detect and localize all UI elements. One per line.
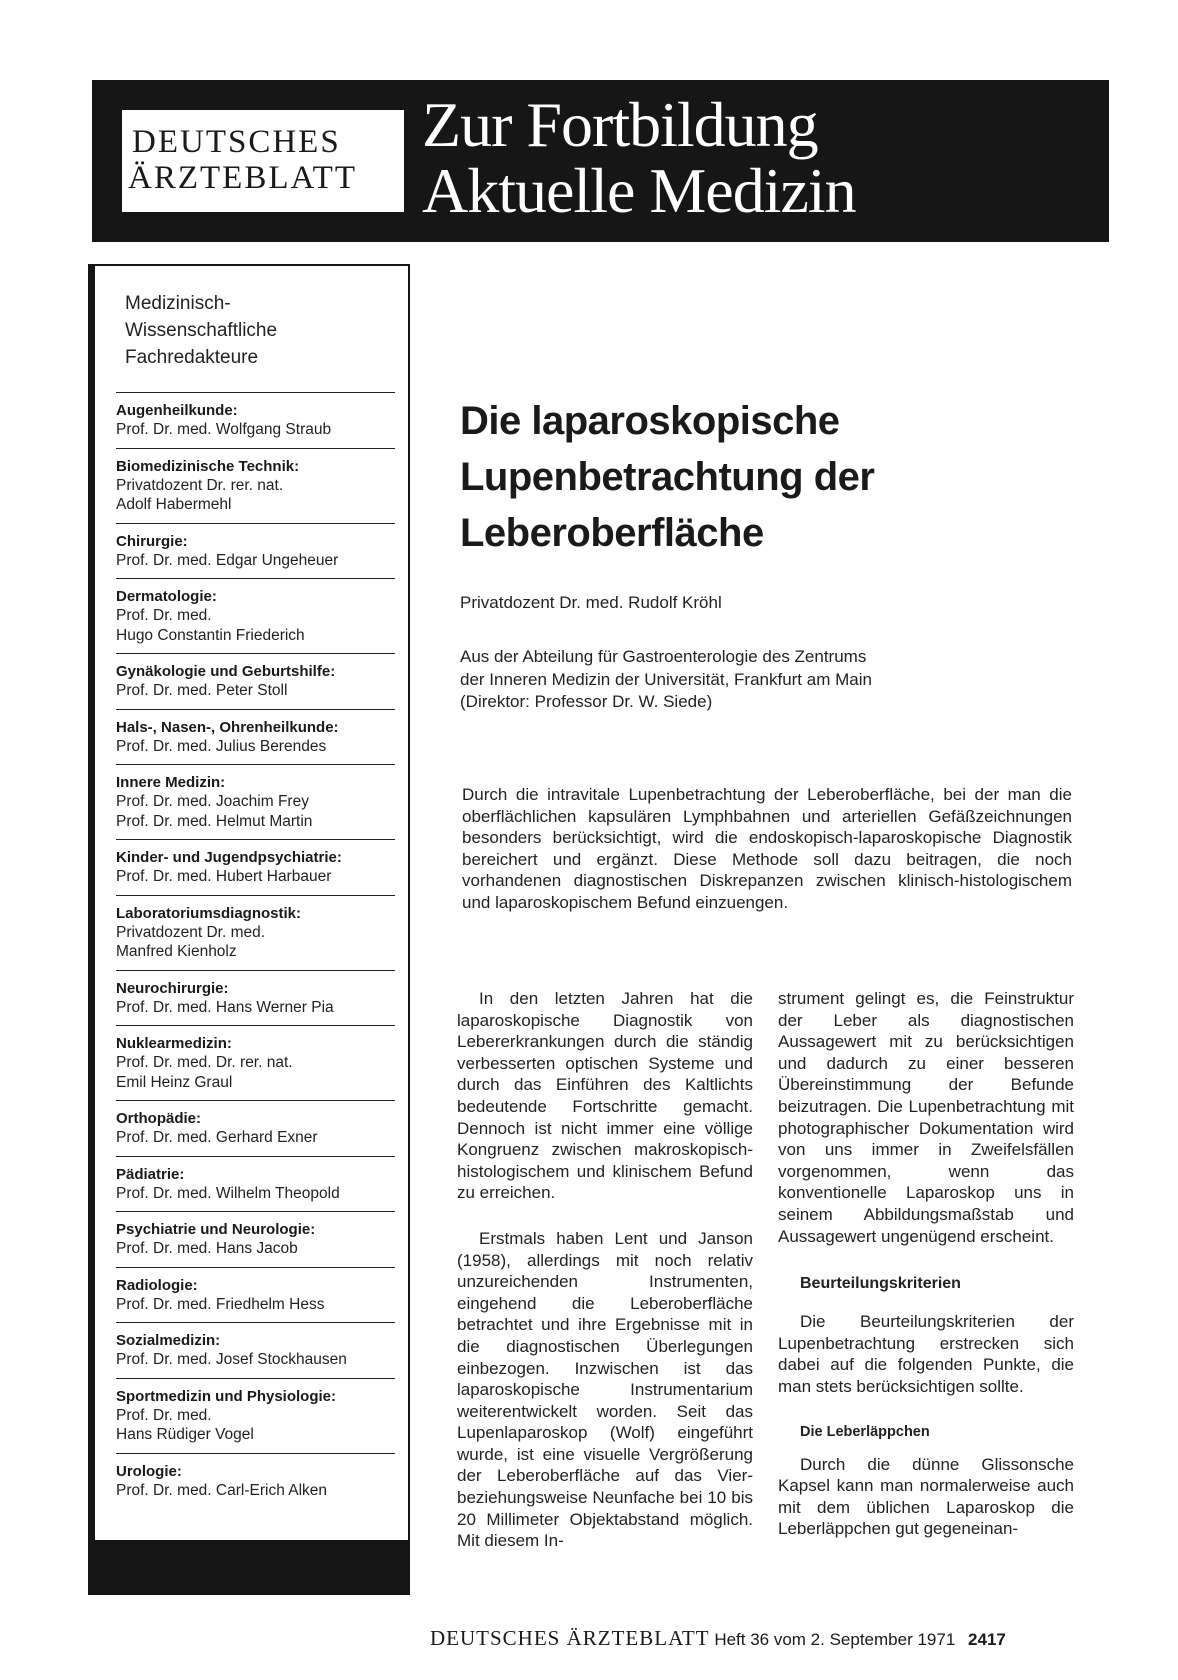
editor-specialty: Dermatologie: xyxy=(116,588,217,605)
editor-name: Privatdozent Dr. med. xyxy=(116,923,266,941)
editor-name: Prof. Dr. med. Wolfgang Straub xyxy=(116,421,332,438)
article-title-line: Lupenbetrachtung der xyxy=(460,455,875,499)
editor-section xyxy=(116,709,395,765)
editor-specialty: Hals-, Nasen-, Ohrenheilkunde: xyxy=(116,718,339,736)
editor-name: Prof. Dr. med. xyxy=(116,607,212,624)
editor-name: Adolf Habermehl xyxy=(116,496,232,513)
affiliation-line: (Direktor: Professor Dr. W. Siede) xyxy=(460,692,713,711)
subsection-heading: Die Leberläppchen xyxy=(800,1423,930,1440)
body-paragraph: Durch die dünne Glissonsche Kapsel kann man normalerweise auch mit dem üblichen Laparoskop die Leberläppchen gut gegeneinan- xyxy=(778,1454,1074,1539)
editor-section xyxy=(116,895,395,970)
editor-name: Emil Heinz Graul xyxy=(116,1073,233,1091)
logo-line-1: DEUTSCHES xyxy=(132,124,341,160)
body-column-1 xyxy=(457,988,753,1552)
editor-name: Hugo Constantin Friederich xyxy=(116,626,305,644)
editor-section xyxy=(116,578,395,653)
editor-name: Prof. Dr. med. Wilhelm Theopold xyxy=(116,1184,340,1202)
editor-name: Prof. Dr. med. Carl-Erich Alken xyxy=(116,1481,328,1499)
editor-section xyxy=(116,448,395,523)
editor-specialty: Kinder- und Jugendpsychiatrie: xyxy=(116,849,342,866)
sidebar-heading xyxy=(125,290,395,371)
editor-specialty: Pädiatrie: xyxy=(116,1165,185,1183)
body-paragraph: strument gelingt es, die Feinstruktur der Leber als diagnostischen Aussagewert mit zu berücksichtigen und dadurch zu einer besseren Übereinstimmung der Befunde beizutragen. Die Lupenbetrachtung mit photographischer Dokumentation wird von uns immer in Zweifelsfällen vorgenommen, wenn das konventionelle Laparoskop uns in seinem Abbildungsmaßstab und Aussagewert ungenügend erscheint. xyxy=(778,989,1074,1246)
editor-name: Prof. Dr. med. Julius Berendes xyxy=(116,737,327,755)
editor-name: Prof. Dr. med. Joachim Frey xyxy=(116,793,309,810)
editor-specialty: Nuklearmedizin: xyxy=(116,1035,232,1052)
article-abstract: Durch die intravitale Lupenbetrachtung der Leberoberfläche, bei der man die oberflächlichen kapsulären Lymphbahnen und arteriellen Gefäßzeichnungen besonders berücksichtigt, wird die endoskopisch-laparoskopische Diagnostik bereichert und ergänzt. Diese Methode soll dazu beitragen, die noch vorhandenen diagnostischen Diskrepanzen zwischen klinisch-histologischem und laparoskopischem Befund einzuengen. xyxy=(462,785,1072,912)
editor-section xyxy=(116,1378,395,1453)
editor-specialty: Urologie: xyxy=(116,1462,182,1480)
editor-sections xyxy=(116,392,395,1508)
editor-section xyxy=(116,1100,395,1156)
editor-specialty: Gynäkologie und Geburtshilfe: xyxy=(116,663,336,680)
article-author: Privatdozent Dr. med. Rudolf Kröhl xyxy=(460,593,722,612)
editor-section xyxy=(116,764,395,839)
editor-name: Hans Rüdiger Vogel xyxy=(116,1426,254,1443)
logo-line-2: ÄRZTEBLATT xyxy=(128,160,357,196)
journal-logo xyxy=(122,110,404,212)
editor-specialty: Laboratoriumsdiagnostik: xyxy=(116,904,302,922)
editor-specialty: Chirurgie: xyxy=(116,532,188,550)
article-title xyxy=(460,393,1100,561)
page-footer xyxy=(430,1626,1006,1652)
section-title-line-1: Zur Fortbildung xyxy=(422,89,818,160)
affiliation-line: der Inneren Medizin der Universität, Frankfurt am Main xyxy=(460,669,872,689)
editor-section xyxy=(116,392,395,448)
article-title-line: Die laparoskopische xyxy=(460,399,840,443)
footer-publication: DEUTSCHES ÄRZTEBLATT xyxy=(430,1626,710,1650)
editor-specialty: Augenheilkunde: xyxy=(116,402,238,419)
editor-specialty: Orthopädie: xyxy=(116,1110,201,1127)
editor-specialty: Sportmedizin und Physiologie: xyxy=(116,1387,337,1405)
editor-section xyxy=(116,1156,395,1212)
editor-specialty: Sozialmedizin: xyxy=(116,1332,221,1349)
editor-section xyxy=(116,970,395,1026)
editor-name: Prof. Dr. med. Friedhelm Hess xyxy=(116,1295,325,1313)
editor-specialty: Neurochirurgie: xyxy=(116,979,229,997)
footer-issue: Heft 36 vom 2. September 1971 xyxy=(714,1630,956,1649)
editor-name: Prof. Dr. med. Hubert Harbauer xyxy=(116,868,332,885)
editor-section xyxy=(116,1322,395,1378)
editor-name: Prof. Dr. med. xyxy=(116,1406,212,1424)
body-paragraph: Die Beurteilungskriterien der Lupenbetrachtung erstrecken sich dabei auf die folgenden Punkte, die man stets berücksichtigen sollte. xyxy=(778,1312,1074,1396)
editor-name: Prof. Dr. med. Hans Werner Pia xyxy=(116,998,334,1016)
affiliation-line: Aus der Abteilung für Gastroenterologie des Zentrums xyxy=(460,647,867,666)
editor-name: Prof. Dr. med. Edgar Ungeheuer xyxy=(116,551,339,569)
editor-name: Prof. Dr. med. Gerhard Exner xyxy=(116,1129,318,1146)
sidebar-heading-line: Medizinisch- xyxy=(125,293,231,314)
header-banner xyxy=(92,80,1109,242)
editor-name: Privatdozent Dr. rer. nat. xyxy=(116,476,284,494)
section-heading: Beurteilungskriterien xyxy=(800,1275,961,1293)
editor-specialty: Innere Medizin: xyxy=(116,774,226,791)
section-title xyxy=(422,89,856,226)
editor-name: Prof. Dr. med. Josef Stockhausen xyxy=(116,1351,347,1368)
editor-specialty: Biomedizinische Technik: xyxy=(116,457,300,475)
editor-name: Prof. Dr. med. Helmut Martin xyxy=(116,812,313,830)
editor-name: Prof. Dr. med. Peter Stoll xyxy=(116,682,288,699)
editor-section xyxy=(116,653,395,709)
editor-section xyxy=(116,1453,395,1509)
editor-specialty: Radiologie: xyxy=(116,1276,198,1294)
editor-section xyxy=(116,839,395,895)
editor-section xyxy=(116,523,395,579)
page-number: 2417 xyxy=(968,1630,1006,1649)
editor-section xyxy=(116,1025,395,1100)
body-paragraph: In den letzten Jahren hat die laparoskopische Diagnostik von Lebererkrankungen durch die ständig verbesserten optischen Systeme und durch das Einführen des Kaltlichts bedeutende Fortschritte gemacht. Dennoch ist nicht immer eine völlige Kongruenz zwischen makroskopisch-histologischem und klinischem Befund zu erreichen. xyxy=(457,989,753,1203)
editor-section xyxy=(116,1211,395,1267)
article-title-line: Leberoberfläche xyxy=(460,511,764,555)
editor-specialty: Psychiatrie und Neurologie: xyxy=(116,1221,316,1238)
body-column-2 xyxy=(778,988,1074,1540)
editor-name: Manfred Kienholz xyxy=(116,943,237,960)
sidebar-heading-line: Wissenschaftliche xyxy=(125,320,278,341)
sidebar-heading-line: Fachredakteure xyxy=(125,347,259,368)
editor-name: Prof. Dr. med. Hans Jacob xyxy=(116,1240,298,1257)
body-paragraph: Erstmals haben Lent und Janson (1958), allerdings mit noch relativ unzureichenden Instrumenten, eingehend die Leberoberfläche betrachtet und ihre Ergebnisse mit in die diagnostischen Überlegungen einbezogen. Inzwischen ist das laparoskopische Instrumentarium weiterentwickelt worden. Seit das Lupenlaparoskop (Wolf) eingeführt wurde, ist eine visuelle Vergrößerung der Leberoberfläche auf das Vier- beziehungsweise Neunfache bei 10 bis 20 Millimeter Objektabstand möglich. Mit diesem In- xyxy=(457,1228,753,1551)
section-title-line-2: Aktuelle Medizin xyxy=(422,155,856,226)
editor-name: Prof. Dr. med. Dr. rer. nat. xyxy=(116,1054,293,1071)
author-affiliation xyxy=(460,646,980,714)
sidebar-footer-bar xyxy=(88,1540,410,1595)
editor-section xyxy=(116,1267,395,1323)
editors-sidebar xyxy=(88,264,410,1594)
